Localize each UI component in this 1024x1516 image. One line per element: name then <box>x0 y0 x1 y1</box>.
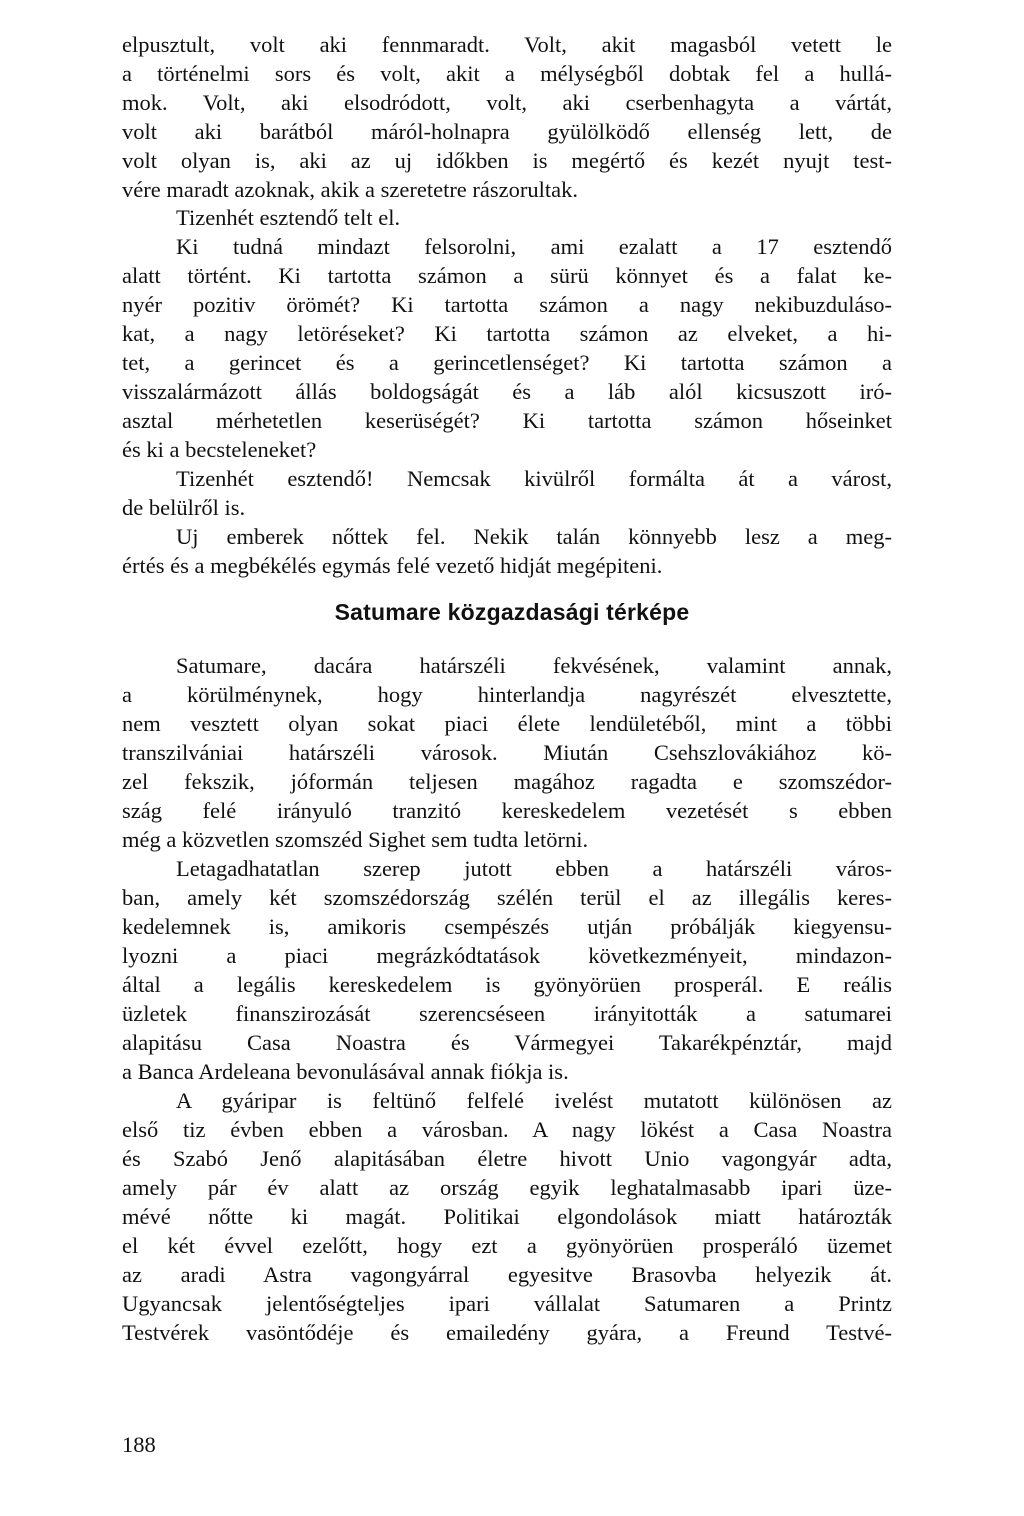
text-line: visszalármázott állás boldogságát és a láb alól kicsuszott iró- <box>122 379 892 404</box>
text-line: volt olyan is, aki az uj időkben is megértő és kezét nyujt test- <box>122 148 892 173</box>
text-line: a Banca Ardeleana bevonulásával annak fiókja is. <box>122 1059 569 1084</box>
text-line: Ki tudná mindazt felsorolni, ami ezalatt a 17 esztendő <box>176 234 892 259</box>
text-line: alapitásu Casa Noastra és Vármegyei Takarékpénztár, majd <box>122 1030 892 1055</box>
text-line: a körülménynek, hogy hinterlandja nagyrészét elvesztette, <box>122 682 892 707</box>
text-line: az aradi Astra vagongyárral egyesitve Brasovba helyezik át. <box>122 1262 892 1287</box>
text-line: a történelmi sors és volt, akit a mélységből dobtak fel a hullá- <box>122 61 892 86</box>
text-line: értés és a megbékélés egymás felé vezető hidját megépiteni. <box>122 553 663 578</box>
text-line: alatt történt. Ki tartotta számon a sürü könnyet és a falat ke- <box>122 263 892 288</box>
text-line: első tiz évben ebben a városban. A nagy lökést a Casa Noastra <box>122 1117 892 1142</box>
text-line: mévé nőtte ki magát. Politikai elgondolások miatt határozták <box>122 1204 892 1229</box>
text-line: kedelemnek is, amikoris csempészés utján próbálják kiegyensu- <box>122 914 892 939</box>
text-line: kat, a nagy letöréseket? Ki tartotta számon az elveket, a hi- <box>122 321 892 346</box>
page-number: 188 <box>122 1432 156 1457</box>
text-line: de belülről is. <box>122 495 246 520</box>
text-line: mok. Volt, aki elsodródott, volt, aki cserbenhagyta a vártát, <box>122 90 892 115</box>
text-line: nyér pozitiv örömét? Ki tartotta számon a nagy nekibuzduláso- <box>122 292 892 317</box>
text-line: amely pár év alatt az ország egyik leghatalmasabb ipari üze- <box>122 1175 892 1200</box>
text-line: által a legális kereskedelem is gyönyörüen prosperál. E reális <box>122 972 892 997</box>
text-line: nem vesztett olyan sokat piaci élete lendületéből, mint a többi <box>122 711 892 736</box>
text-line: el két évvel ezelőtt, hogy ezt a gyönyörüen prosperáló üzemet <box>122 1233 892 1258</box>
text-line: Letagadhatatlan szerep jutott ebben a határszéli város- <box>176 856 892 881</box>
text-line: még a közvetlen szomszéd Sighet sem tudta letörni. <box>122 827 589 852</box>
text-line: volt aki barátból máról-holnapra gyülölködő ellenség lett, de <box>122 119 892 144</box>
text-line: Satumare, dacára határszéli fekvésének, valamint annak, <box>176 653 892 678</box>
text-line: Tizenhét esztendő! Nemcsak kivülről formálta át a várost, <box>176 466 892 491</box>
text-line: Ugyancsak jelentőségteljes ipari vállalat Satumaren a Printz <box>122 1291 892 1316</box>
text-line: asztal mérhetetlen keserüségét? Ki tartotta számon hőseinket <box>122 408 892 433</box>
section-heading: Satumare közgazdasági térképe <box>334 599 690 625</box>
text-line: zel fekszik, jóformán teljesen magához ragadta e szomszédor- <box>122 769 892 794</box>
text-line: vére maradt azoknak, akik a szeretetre rászorultak. <box>122 177 578 202</box>
text-line: A gyáripar is feltünő felfelé ivelést mutatott különösen az <box>176 1088 892 1113</box>
text-line: ban, amely két szomszédország szélén terül el az illegális keres- <box>122 885 892 910</box>
text-line: szág felé irányuló tranzitó kereskedelem vezetését s ebben <box>122 798 892 823</box>
text-line: lyozni a piaci megrázkódtatások következményeit, mindazon- <box>122 943 892 968</box>
text-line: elpusztult, volt aki fennmaradt. Volt, akit magasból vetett le <box>122 32 892 57</box>
text-line: transzilvániai határszéli városok. Miután Csehszlovákiához kö- <box>122 740 892 765</box>
text-line: üzletek finanszirozását szerencséseen irányitották a satumarei <box>122 1001 892 1026</box>
text-line: Tizenhét esztendő telt el. <box>176 205 401 230</box>
text-line: tet, a gerincet és a gerincetlenséget? Ki tartotta számon a <box>122 350 892 375</box>
text-line: és Szabó Jenő alapitásában életre hivott Unio vagongyár adta, <box>122 1146 892 1171</box>
text-line: és ki a becsteleneket? <box>122 437 317 462</box>
text-line: Testvérek vasöntődéje és emailedény gyára, a Freund Testvé- <box>122 1320 892 1345</box>
text-line: Uj emberek nőttek fel. Nekik talán könnyebb lesz a meg- <box>176 524 892 549</box>
